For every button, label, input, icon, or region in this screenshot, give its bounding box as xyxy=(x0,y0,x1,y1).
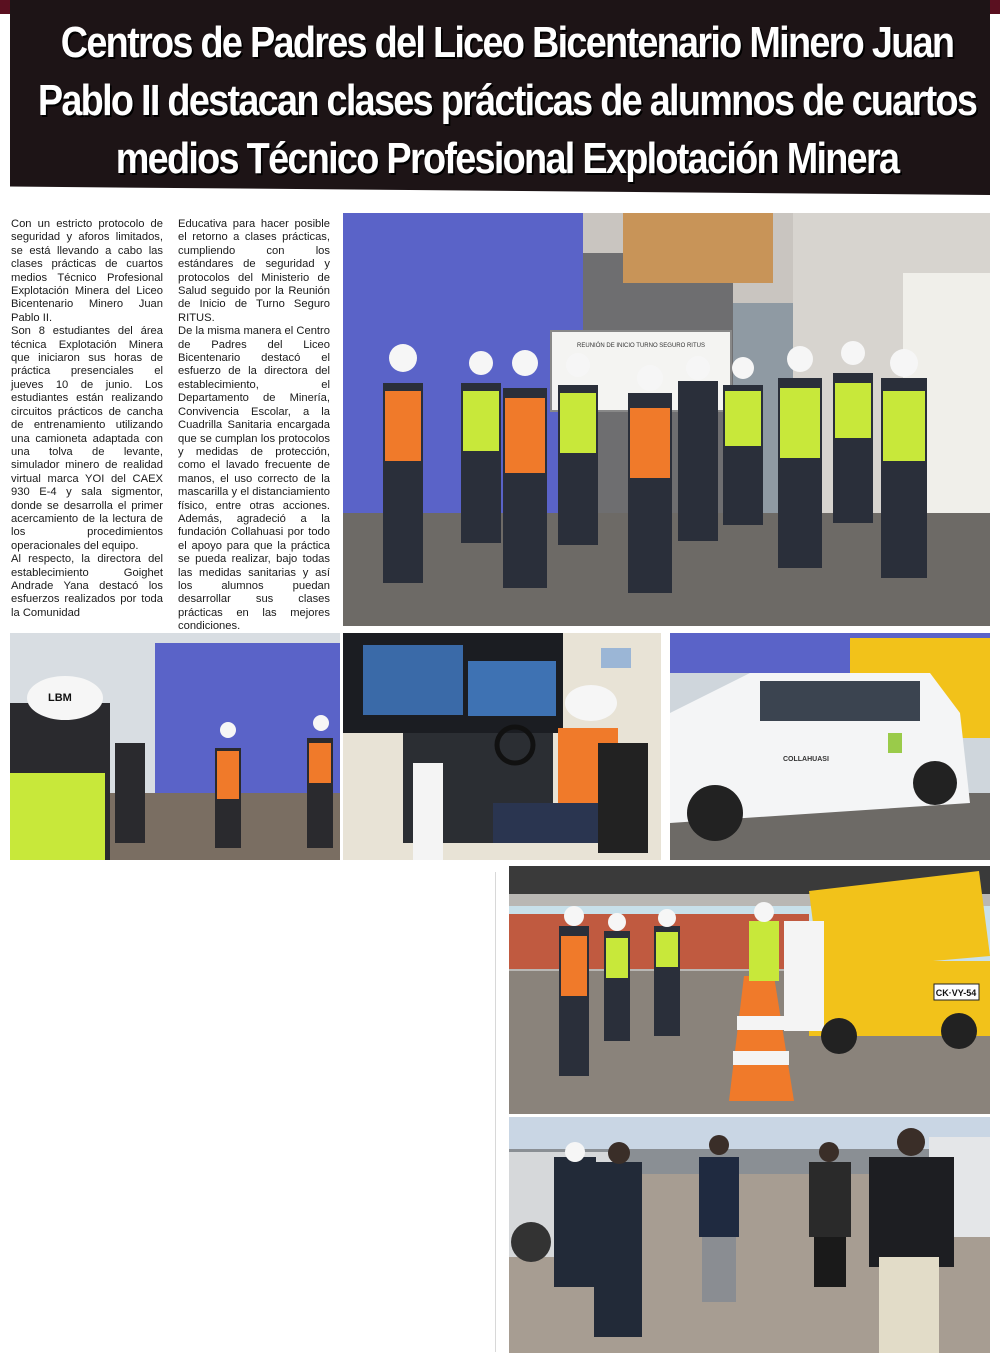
text-column-1 xyxy=(11,218,163,620)
text-column-2 xyxy=(178,218,330,634)
photo-dump-truck xyxy=(509,866,990,1114)
paragraph: De la misma manera el Centro de Padres del Liceo Bicentenario destacó el esfuerzo de la directora del establecimiento, el Departamento de Minería, Convivencia Escolar, a la Cuadrilla Sanitaria encargada que se cumplan los protocolos y medidas de protección, como el lavado frecuente de manos, el uso correcto de la mascarilla y el distanciamiento físico, entre otras acciones. Además, agradeció a la fundación Collahuasi por todo el apoyo para que la práctica se pueda realizar, bajo todas las medidas sanitarias y así los alumnos puedan desarrollar sus clases prácticas en las mejores condiciones. xyxy=(178,325,330,633)
truck-logo-text: COLLAHUASI xyxy=(783,756,829,763)
photo-staff-group xyxy=(509,1117,990,1353)
paragraph: Al respecto, la directora del establecimiento Goighet Andrade Yana destacó los esfuerzos realizados por toda la Comunidad xyxy=(11,553,163,619)
column-divider xyxy=(495,872,496,1352)
photo-simulator xyxy=(343,633,661,860)
photo-group-students xyxy=(343,213,990,626)
paragraph: Con un estricto protocolo de seguridad y aforos limitados, se está llevando a cabo las clases prácticas de cuartos medios Técnico Profesional Explotación Minera del Liceo Bicentenario Minero Juan Pablo II. xyxy=(11,218,163,324)
photo-pickup-truck xyxy=(670,633,990,860)
paragraph: Son 8 estudiantes del área técnica Explotación Minera que iniciaron sus horas de práctica presenciales el jueves 10 de junio. Los estudiantes están realizando circuitos prácticos de cancha de entrenamiento utilizando una camioneta adaptada con una tolva de levante, simulador minero de realidad virtual marca YOI del CAEX 930 E-4 y sala sigmentor, donde se desarrolla el primer acercamiento de la lectura de los procedimientos operacionales del equipo. xyxy=(11,325,163,552)
photo-students-yard xyxy=(10,633,340,860)
board-label: REUNIÓN DE INICIO TURNO SEGURO RITUS xyxy=(577,343,705,349)
headline: Centros de Padres del Liceo Bicentenario Minero Juan Pablo II destacan clases prácticas de alumnos de cuartos medios Técnico Profesional Explotación Minera xyxy=(37,18,977,183)
helmet-text: LBM xyxy=(48,692,72,704)
license-plate: CK·VY-54 xyxy=(935,988,977,998)
paragraph: Educativa para hacer posible el retorno a clases prácticas, cumpliendo con los estándares de seguridad y protocolos del Ministerio de Salud seguido por la Reunión de Inicio de Turno Seguro RITUS. xyxy=(178,218,330,324)
